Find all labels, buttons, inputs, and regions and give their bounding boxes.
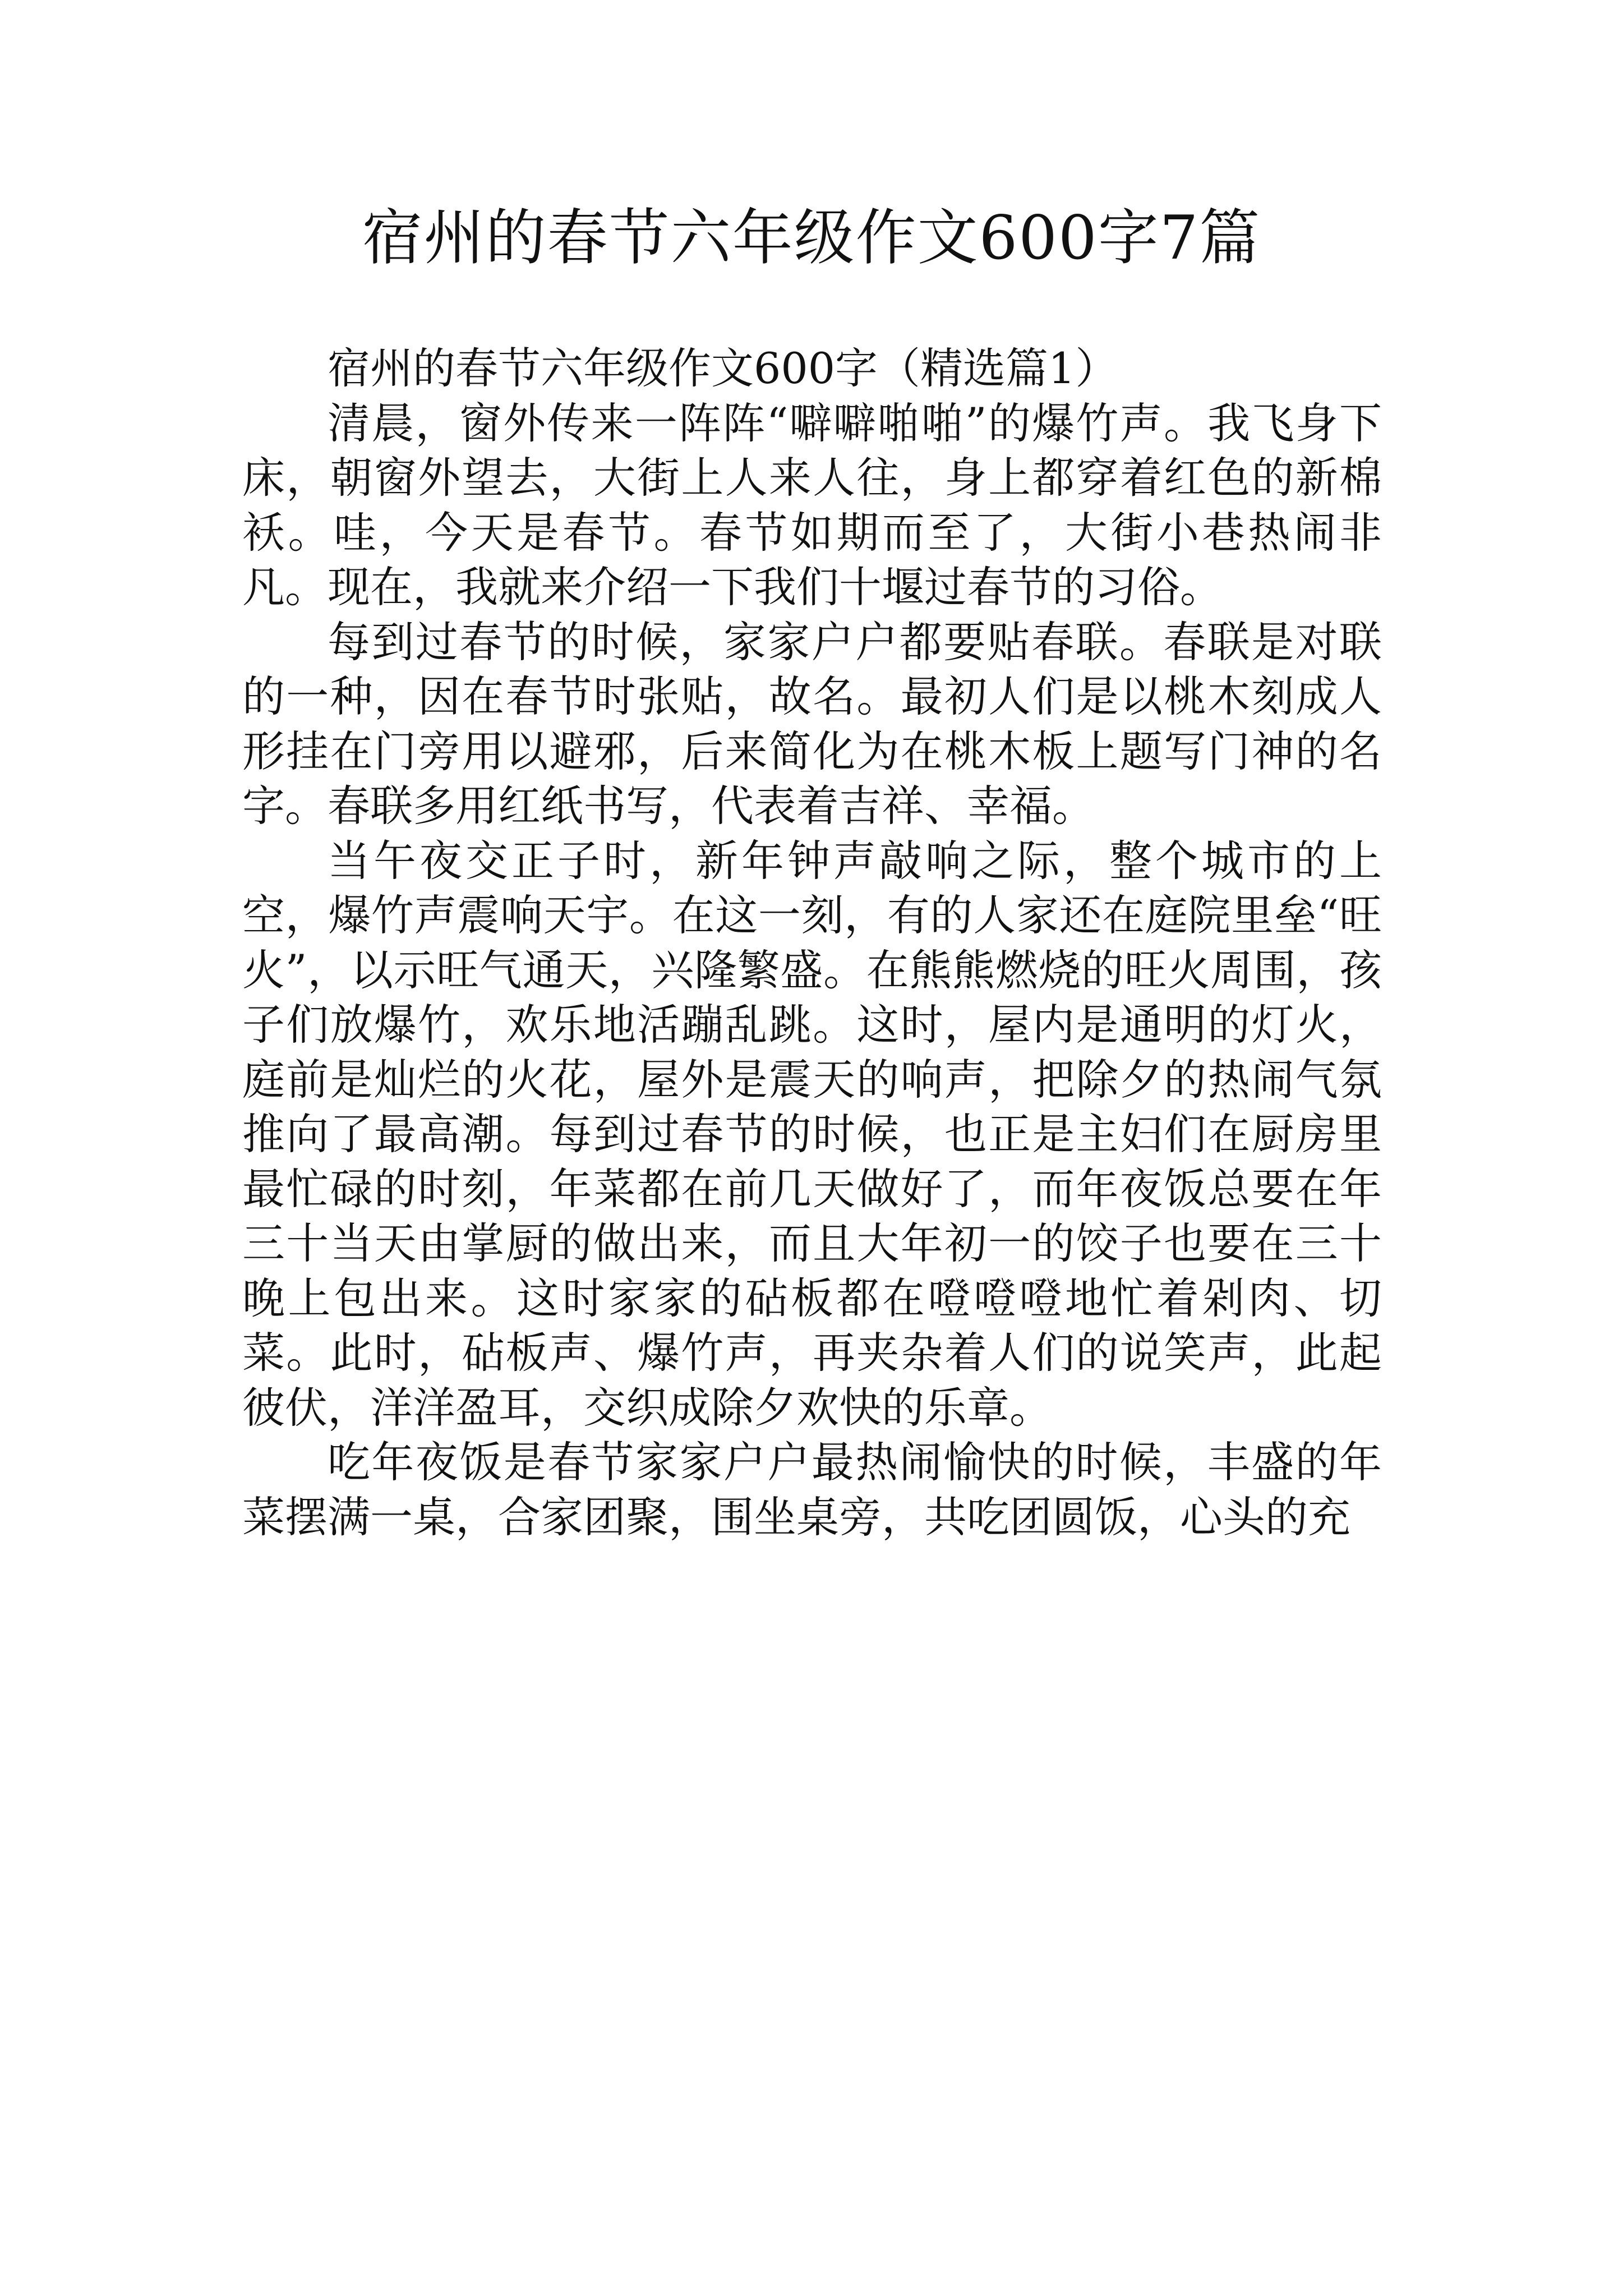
paragraph: 清晨，窗外传来一阵阵“噼噼啪啪”的爆竹声。我飞身下床，朝窗外望去，大街上人来人往，身上都穿着红色的新棉袄。哇，今天是春节。春节如期而至了，大街小巷热闹非凡。现在，我就来介绍一下我们十堰过春节的习俗。 — [242, 398, 1382, 612]
paragraph: 每到过春节的时候，家家户户都要贴春联。春联是对联的一种，因在春节时张贴，故名。最初人们是以桃木刻成人形挂在门旁用以避邪，后来简化为在桃木板上题写门神的名字。春联多用红纸书写，代表着吉祥、幸福。 — [242, 616, 1382, 831]
section-heading: 宿州的春节六年级作文600字（精选篇1） — [328, 343, 1118, 393]
paragraph: 当午夜交正子时，新年钟声敲响之际，整个城市的上空，爆竹声震响天宇。在这一刻，有的人家还在庭院里垒“旺火”，以示旺气通天，兴隆繁盛。在熊熊燃烧的旺火周围，孩子们放爆竹，欢乐地活蹦乱跳。这时，屋内是通明的灯火，庭前是灿烂的火花，屋外是震天的响声，把除夕的热闹气氛推向了最高潮。每到过春节的时候，也正是主妇们在厨房里最忙碌的时刻，年菜都在前几天做好了，而年夜饭总要在年三十当天由掌厨的做出来，而且大年初一的饺子也要在三十晚上包出来。这时家家的砧板都在噔噔噔地忙着剁肉、切菜。此时，砧板声、爆竹声，再夹杂着人们的说笑声，此起彼伏，洋洋盈耳，交织成除夕欢快的乐章。 — [242, 835, 1382, 1433]
document-body — [242, 341, 1382, 1544]
paragraph: 吃年夜饭是春节家家户户最热闹愉快的时候，丰盛的年菜摆满一桌，合家团聚，围坐桌旁，共吃团圆饭，心头的充 — [242, 1437, 1382, 1542]
document-title: 宿州的春节六年级作文600字7篇 — [362, 203, 1261, 273]
